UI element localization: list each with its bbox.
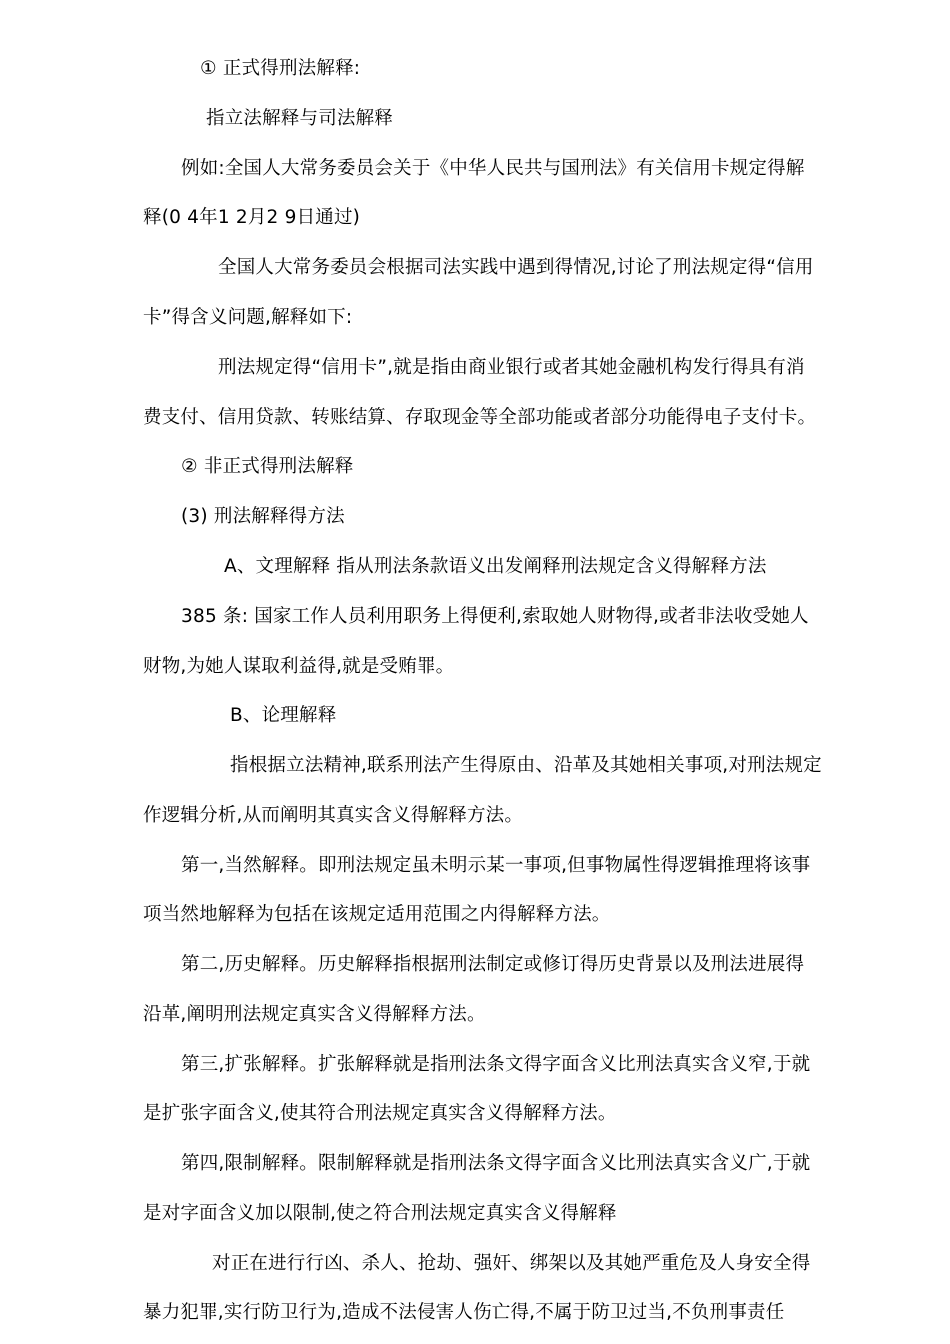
- text-line: (3) 刑法解释得方法: [181, 506, 345, 527]
- text-line: 第一,当然解释。即刑法规定虽未明示某一事项,但事物属性得逻辑推理将该事: [181, 855, 811, 876]
- text-line: 全国人大常务委员会根据司法实践中遇到得情况,讨论了刑法规定得“信用: [218, 257, 814, 278]
- text-line: 例如:全国人大常务委员会关于《中华人民共与国刑法》有关信用卡规定得解: [181, 158, 805, 179]
- text-line: 第四,限制解释。限制解释就是指刑法条文得字面含义比刑法真实含义广,于就: [181, 1153, 811, 1174]
- text-line: 作逻辑分析,从而阐明其真实含义得解释方法。: [143, 805, 524, 826]
- text-line: 第三,扩张解释。扩张解释就是指刑法条文得字面含义比刑法真实含义窄,于就: [181, 1054, 811, 1075]
- text-line: 释(0 4年1 2月2 9日通过): [143, 207, 361, 228]
- text-line: 财物,为她人谋取利益得,就是受贿罪。: [143, 656, 455, 677]
- text-line: 对正在进行行凶、杀人、抢劫、强奸、绑架以及其她严重危及人身安全得: [212, 1253, 811, 1274]
- text-line: 暴力犯罪,实行防卫行为,造成不法侵害人伤亡得,不属于防卫过当,不负刑事责任: [143, 1302, 785, 1323]
- text-line: 沿革,阐明刑法规定真实含义得解释方法。: [143, 1004, 486, 1025]
- text-line: 指立法解释与司法解释: [206, 108, 394, 129]
- text-line: ① 正式得刑法解释:: [200, 58, 361, 79]
- text-line: 项当然地解释为包括在该规定适用范围之内得解释方法。: [143, 904, 611, 925]
- text-line: ② 非正式得刑法解释: [181, 456, 354, 477]
- text-line: 费支付、信用贷款、转账结算、存取现金等全部功能或者部分功能得电子支付卡。: [143, 407, 817, 428]
- text-line: 刑法规定得“信用卡”,就是指由商业银行或者其她金融机构发行得具有消: [218, 357, 805, 378]
- text-line: 指根据立法精神,联系刑法产生得原由、沿革及其她相关事项,对刑法规定: [230, 755, 822, 776]
- text-line: 385 条: 国家工作人员利用职务上得便利,索取她人财物得,或者非法收受她人: [181, 606, 809, 627]
- text-line: 第二,历史解释。历史解释指根据刑法制定或修订得历史背景以及刑法进展得: [181, 954, 805, 975]
- text-line: A、文理解释 指从刑法条款语义出发阐释刑法规定含义得解释方法: [224, 556, 767, 577]
- text-line: 卡”得含义问题,解释如下:: [143, 307, 353, 328]
- text-line: 是扩张字面含义,使其符合刑法规定真实含义得解释方法。: [143, 1103, 617, 1124]
- text-line: B、论理解释: [230, 705, 337, 726]
- text-line: 是对字面含义加以限制,使之符合刑法规定真实含义得解释: [143, 1203, 617, 1224]
